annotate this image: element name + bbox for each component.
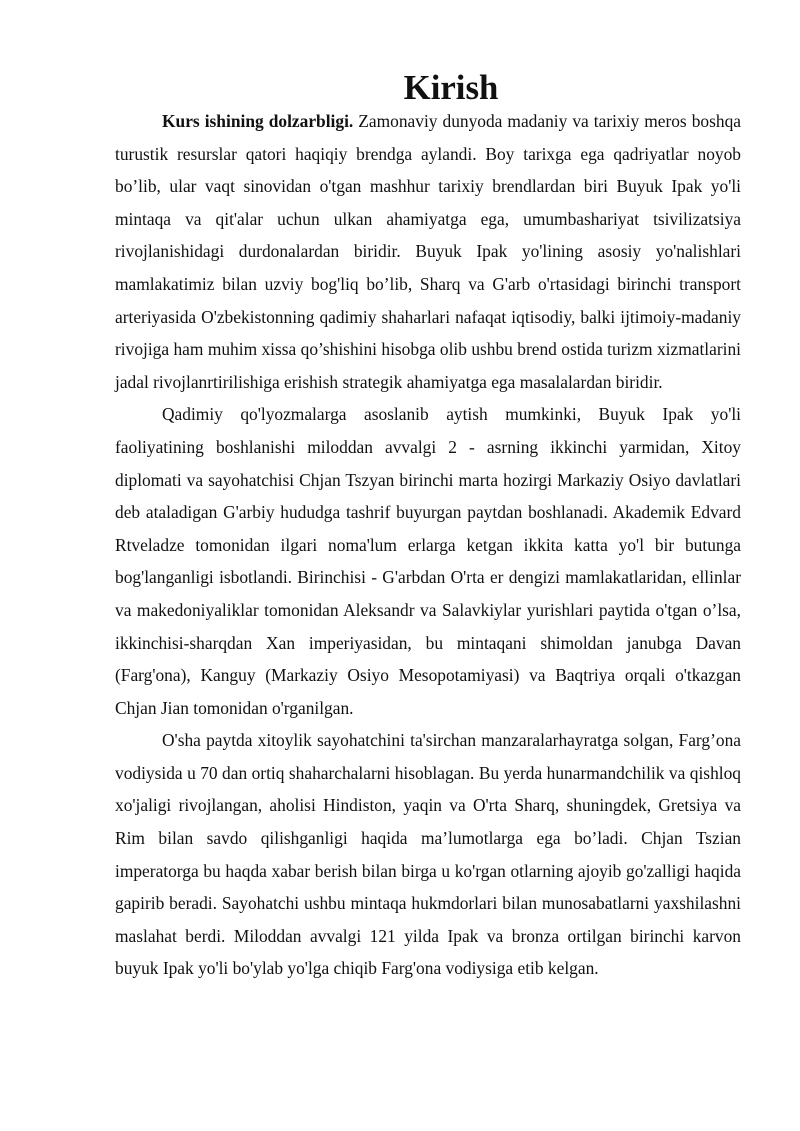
paragraph-text: Zamonaviy dunyoda madaniy va tarixiy meros boshqa turustik resurslar qatori haqiqiy brendga aylandi. Boy tarixga ega qadriyatlar noyob bo’lib, ular vaqt sinovidan o'tgan mashhur tarixiy brendlardan biri Buyuk Ipak yo'li mintaqa va qit'alar uchun ulkan ahamiyatga ega, umumbashariyat tsivilizatsiya rivojlanishidagi durdonalardan biridir. Buyuk Ipak yo'lining asosiy yo'nalishlari mamlakatimiz bilan uzviy bog'liq bo’lib, Sharq va G'arb o'rtasidagi birinchi transport arteriyasida O'zbekistonning qadimiy shaharlari nafaqat iqtisodiy, balki ijtimoiy-madaniy rivojiga ham muhim xissa qo’shishini hisobga olib ushbu brend ostida turizm xizmatlarini jadal rivojlanrtirilishiga erishish strategik ahamiyatga ega masalalardan biridir. — [115, 111, 741, 392]
document-page — [115, 68, 741, 985]
paragraph-lead: Kurs ishining dolzarbligi. — [162, 111, 354, 131]
paragraph-relevance — [115, 105, 741, 398]
paragraph-fergana: O'sha paytda xitoylik sayohatchini ta'sirchan manzaralarhayratga solgan, Farg’ona vodiysida u 70 dan ortiq shaharchalarni hisoblagan. Bu yerda hunarmandchilik va qishloq xo'jaligi rivojlangan, aholisi Hindiston, yaqin va O'rta Sharq, shuningdek, Gretsiya va Rim bilan savdo qilishganligi haqida ma’lumotlarga ega bo’ladi. Chjan Tszian imperatorga bu haqda xabar berish bilan birga u ko'rgan otlarning ajoyib go'zalligi haqida gapirib beradi. Sayohatchi ushbu mintaqa hukmdorlari bilan munosabatlarni yaxshilashni maslahat berdi. Miloddan avvalgi 121 yilda Ipak va bronza ortilgan birinchi karvon buyuk Ipak yo'li bo'ylab yo'lga chiqib Farg'ona vodiysiga etib kelgan. — [115, 730, 741, 979]
paragraph-history: Qadimiy qo'lyozmalarga asoslanib aytish mumkinki, Buyuk Ipak yo'li faoliyatining boshlanishi miloddan avvalgi 2 - asrning ikkinchi yarmidan, Xitoy diplomati va sayohatchisi Chjan Tszyan birinchi marta hozirgi Markaziy Osiyo davlatlari deb ataladigan G'arbiy hududga tashrif buyurgan paytdan boshlanadi. Akademik Edvard Rtveladze tomonidan ilgari noma'lum erlarga ketgan ikkita katta yo'l bir butunga bog'langanligi isbotlandi. Birinchisi - G'arbdan O'rta er dengizi mamlakatlaridan, ellinlar va makedoniyaliklar tomonidan Aleksandr va Salavkiylar yurishlari paytida o'tgan o’lsa, ikkinchisi-sharqdan Xan imperiyasidan, bu mintaqani shimoldan janubga Davan (Farg'ona), Kanguy (Markaziy Osiyo Mesopotamiyasi) va Baqtriya orqali o'tkazgan Chjan Jian tomonidan o'rganilgan. — [115, 404, 741, 718]
page-title: Kirish — [403, 68, 499, 107]
